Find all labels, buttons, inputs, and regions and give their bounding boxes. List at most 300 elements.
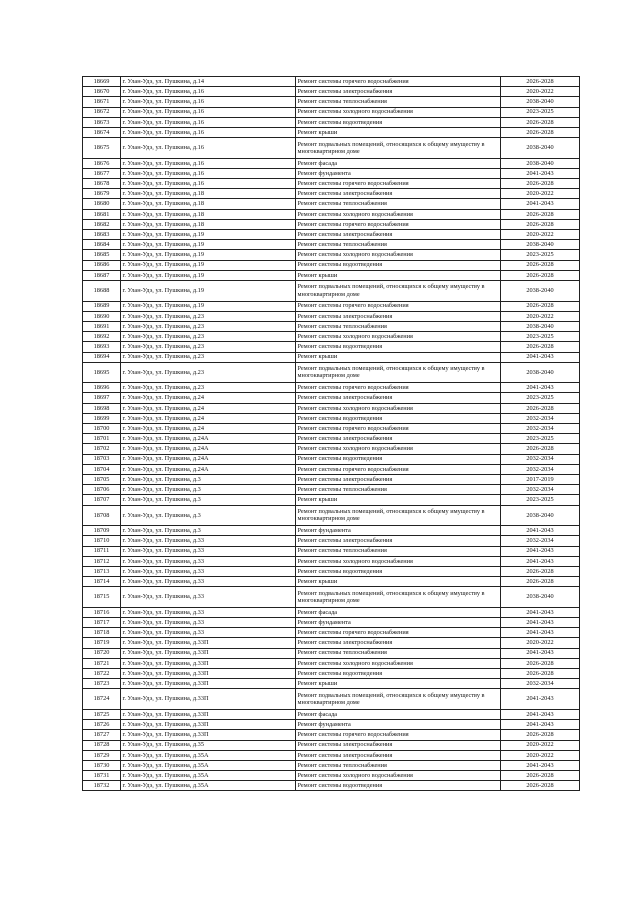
address-cell: г. Улан-Удэ, ул. Пушкина, д.16 <box>121 107 296 117</box>
document-page <box>82 76 569 791</box>
work-type-cell: Ремонт системы горячего водоснабжения <box>296 77 501 87</box>
row-number-cell: 18692 <box>83 332 121 342</box>
work-type-cell: Ремонт фундамента <box>296 720 501 730</box>
table-row <box>83 750 580 760</box>
work-type-cell: Ремонт системы холодного водоснабжения <box>296 107 501 117</box>
address-cell: г. Улан-Удэ, ул. Пушкина, д.33 <box>121 587 296 608</box>
address-cell: г. Улан-Удэ, ул. Пушкина, д.33П <box>121 689 296 710</box>
table-row <box>83 454 580 464</box>
period-cell: 2041-2043 <box>501 648 580 658</box>
period-cell: 2041-2043 <box>501 607 580 617</box>
work-type-cell: Ремонт системы электроснабжения <box>296 393 501 403</box>
row-number-cell: 18697 <box>83 393 121 403</box>
period-cell: 2017-2019 <box>501 474 580 484</box>
work-type-cell: Ремонт системы теплоснабжения <box>296 485 501 495</box>
period-cell: 2041-2043 <box>501 383 580 393</box>
row-number-cell: 18729 <box>83 750 121 760</box>
work-type-cell: Ремонт системы холодного водоснабжения <box>296 658 501 668</box>
row-number-cell: 18717 <box>83 618 121 628</box>
work-type-cell: Ремонт системы электроснабжения <box>296 750 501 760</box>
work-type-cell: Ремонт системы теплоснабжения <box>296 648 501 658</box>
address-cell: г. Улан-Удэ, ул. Пушкина, д.33П <box>121 668 296 678</box>
work-type-cell: Ремонт системы горячего водоснабжения <box>296 464 501 474</box>
work-type-cell: Ремонт системы горячего водоснабжения <box>296 301 501 311</box>
row-number-cell: 18708 <box>83 505 121 526</box>
row-number-cell: 18700 <box>83 424 121 434</box>
work-type-cell: Ремонт системы холодного водоснабжения <box>296 444 501 454</box>
row-number-cell: 18670 <box>83 87 121 97</box>
table-row <box>83 638 580 648</box>
address-cell: г. Улан-Удэ, ул. Пушкина, д.24 <box>121 403 296 413</box>
work-type-cell: Ремонт системы холодного водоснабжения <box>296 250 501 260</box>
table-row <box>83 270 580 280</box>
row-number-cell: 18704 <box>83 464 121 474</box>
address-cell: г. Улан-Удэ, ул. Пушкина, д.16 <box>121 117 296 127</box>
period-cell: 2023-2025 <box>501 250 580 260</box>
work-type-cell: Ремонт фасада <box>296 607 501 617</box>
work-type-cell: Ремонт системы водоотведения <box>296 668 501 678</box>
row-number-cell: 18688 <box>83 280 121 301</box>
table-row <box>83 352 580 362</box>
row-number-cell: 18731 <box>83 771 121 781</box>
period-cell: 2026-2028 <box>501 403 580 413</box>
period-cell: 2041-2043 <box>501 628 580 638</box>
address-cell: г. Улан-Удэ, ул. Пушкина, д.24А <box>121 434 296 444</box>
table-row <box>83 158 580 168</box>
period-cell: 2041-2043 <box>501 720 580 730</box>
table-row <box>83 546 580 556</box>
table-row <box>83 444 580 454</box>
row-number-cell: 18706 <box>83 485 121 495</box>
address-cell: г. Улан-Удэ, ул. Пушкина, д.23 <box>121 362 296 383</box>
address-cell: г. Улан-Удэ, ул. Пушкина, д.23 <box>121 311 296 321</box>
work-type-cell: Ремонт системы холодного водоснабжения <box>296 556 501 566</box>
table-row <box>83 199 580 209</box>
table-row <box>83 77 580 87</box>
period-cell: 2020-2022 <box>501 740 580 750</box>
row-number-cell: 18685 <box>83 250 121 260</box>
address-cell: г. Улан-Удэ, ул. Пушкина, д.35А <box>121 750 296 760</box>
period-cell: 2026-2028 <box>501 730 580 740</box>
row-number-cell: 18707 <box>83 495 121 505</box>
address-cell: г. Улан-Удэ, ул. Пушкина, д.33П <box>121 679 296 689</box>
address-cell: г. Улан-Удэ, ул. Пушкина, д.18 <box>121 189 296 199</box>
work-type-cell: Ремонт фасада <box>296 709 501 719</box>
work-type-cell: Ремонт подвальных помещений, относящихся к общему имуществу в многоквартирном доме <box>296 138 501 159</box>
table-row <box>83 648 580 658</box>
work-type-cell: Ремонт системы водоотведения <box>296 454 501 464</box>
address-cell: г. Улан-Удэ, ул. Пушкина, д.33П <box>121 658 296 668</box>
table-row <box>83 117 580 127</box>
table-row <box>83 658 580 668</box>
period-cell: 2026-2028 <box>501 771 580 781</box>
address-cell: г. Улан-Удэ, ул. Пушкина, д.19 <box>121 230 296 240</box>
row-number-cell: 18682 <box>83 219 121 229</box>
work-type-cell: Ремонт системы теплоснабжения <box>296 199 501 209</box>
row-number-cell: 18683 <box>83 230 121 240</box>
address-cell: г. Улан-Удэ, ул. Пушкина, д.3 <box>121 485 296 495</box>
table-row <box>83 607 580 617</box>
period-cell: 2020-2022 <box>501 750 580 760</box>
table-row <box>83 536 580 546</box>
period-cell: 2032-2034 <box>501 679 580 689</box>
row-number-cell: 18673 <box>83 117 121 127</box>
row-number-cell: 18701 <box>83 434 121 444</box>
work-type-cell: Ремонт крыши <box>296 352 501 362</box>
work-type-cell: Ремонт фундамента <box>296 168 501 178</box>
work-type-cell: Ремонт подвальных помещений, относящихся к общему имуществу в многоквартирном доме <box>296 587 501 608</box>
row-number-cell: 18732 <box>83 781 121 791</box>
period-cell: 2026-2028 <box>501 668 580 678</box>
work-type-cell: Ремонт крыши <box>296 577 501 587</box>
work-type-cell: Ремонт системы водоотведения <box>296 260 501 270</box>
table-row <box>83 485 580 495</box>
address-cell: г. Улан-Удэ, ул. Пушкина, д.16 <box>121 138 296 159</box>
row-number-cell: 18722 <box>83 668 121 678</box>
address-cell: г. Улан-Удэ, ул. Пушкина, д.16 <box>121 168 296 178</box>
period-cell: 2038-2040 <box>501 240 580 250</box>
work-type-cell: Ремонт системы холодного водоснабжения <box>296 403 501 413</box>
row-number-cell: 18689 <box>83 301 121 311</box>
work-type-cell: Ремонт системы теплоснабжения <box>296 97 501 107</box>
address-cell: г. Улан-Удэ, ул. Пушкина, д.19 <box>121 301 296 311</box>
work-type-cell: Ремонт фундамента <box>296 526 501 536</box>
work-type-cell: Ремонт системы электроснабжения <box>296 189 501 199</box>
address-cell: г. Улан-Удэ, ул. Пушкина, д.3 <box>121 526 296 536</box>
period-cell: 2020-2022 <box>501 638 580 648</box>
period-cell: 2026-2028 <box>501 117 580 127</box>
table-row <box>83 127 580 137</box>
period-cell: 2026-2028 <box>501 77 580 87</box>
row-number-cell: 18721 <box>83 658 121 668</box>
address-cell: г. Улан-Удэ, ул. Пушкина, д.33П <box>121 730 296 740</box>
address-cell: г. Улан-Удэ, ул. Пушкина, д.24 <box>121 424 296 434</box>
table-row <box>83 230 580 240</box>
period-cell: 2038-2040 <box>501 280 580 301</box>
period-cell: 2026-2028 <box>501 260 580 270</box>
address-cell: г. Улан-Удэ, ул. Пушкина, д.33П <box>121 720 296 730</box>
address-cell: г. Улан-Удэ, ул. Пушкина, д.33 <box>121 628 296 638</box>
table-row <box>83 107 580 117</box>
address-cell: г. Улан-Удэ, ул. Пушкина, д.24 <box>121 393 296 403</box>
table-row <box>83 720 580 730</box>
table-row <box>83 250 580 260</box>
table-row <box>83 260 580 270</box>
row-number-cell: 18715 <box>83 587 121 608</box>
work-type-cell: Ремонт крыши <box>296 495 501 505</box>
address-cell: г. Улан-Удэ, ул. Пушкина, д.23 <box>121 321 296 331</box>
address-cell: г. Улан-Удэ, ул. Пушкина, д.19 <box>121 270 296 280</box>
period-cell: 2041-2043 <box>501 352 580 362</box>
repair-schedule-table <box>82 76 580 791</box>
period-cell: 2026-2028 <box>501 179 580 189</box>
period-cell: 2020-2022 <box>501 189 580 199</box>
row-number-cell: 18703 <box>83 454 121 464</box>
row-number-cell: 18720 <box>83 648 121 658</box>
period-cell: 2038-2040 <box>501 97 580 107</box>
table-row <box>83 587 580 608</box>
period-cell: 2041-2043 <box>501 760 580 770</box>
address-cell: г. Улан-Удэ, ул. Пушкина, д.16 <box>121 179 296 189</box>
work-type-cell: Ремонт системы теплоснабжения <box>296 321 501 331</box>
period-cell: 2041-2043 <box>501 168 580 178</box>
row-number-cell: 18727 <box>83 730 121 740</box>
row-number-cell: 18678 <box>83 179 121 189</box>
address-cell: г. Улан-Удэ, ул. Пушкина, д.14 <box>121 77 296 87</box>
period-cell: 2026-2028 <box>501 444 580 454</box>
table-row <box>83 301 580 311</box>
row-number-cell: 18699 <box>83 413 121 423</box>
row-number-cell: 18705 <box>83 474 121 484</box>
table-row <box>83 383 580 393</box>
table-row <box>83 679 580 689</box>
work-type-cell: Ремонт системы электроснабжения <box>296 311 501 321</box>
period-cell: 2038-2040 <box>501 138 580 159</box>
work-type-cell: Ремонт крыши <box>296 270 501 280</box>
period-cell: 2041-2043 <box>501 199 580 209</box>
table-row <box>83 311 580 321</box>
row-number-cell: 18718 <box>83 628 121 638</box>
work-type-cell: Ремонт системы водоотведения <box>296 781 501 791</box>
table-row <box>83 168 580 178</box>
period-cell: 2032-2034 <box>501 413 580 423</box>
period-cell: 2041-2043 <box>501 556 580 566</box>
table-row <box>83 464 580 474</box>
address-cell: г. Улан-Удэ, ул. Пушкина, д.16 <box>121 158 296 168</box>
row-number-cell: 18671 <box>83 97 121 107</box>
address-cell: г. Улан-Удэ, ул. Пушкина, д.3 <box>121 474 296 484</box>
work-type-cell: Ремонт системы горячего водоснабжения <box>296 219 501 229</box>
table-row <box>83 189 580 199</box>
table-row <box>83 566 580 576</box>
work-type-cell: Ремонт системы холодного водоснабжения <box>296 771 501 781</box>
period-cell: 2020-2022 <box>501 87 580 97</box>
address-cell: г. Улан-Удэ, ул. Пушкина, д.33 <box>121 577 296 587</box>
work-type-cell: Ремонт фундамента <box>296 618 501 628</box>
table-row <box>83 760 580 770</box>
table-row <box>83 771 580 781</box>
work-type-cell: Ремонт крыши <box>296 679 501 689</box>
period-cell: 2038-2040 <box>501 321 580 331</box>
address-cell: г. Улан-Удэ, ул. Пушкина, д.16 <box>121 87 296 97</box>
work-type-cell: Ремонт системы горячего водоснабжения <box>296 383 501 393</box>
address-cell: г. Улан-Удэ, ул. Пушкина, д.33П <box>121 648 296 658</box>
table-row <box>83 219 580 229</box>
row-number-cell: 18690 <box>83 311 121 321</box>
period-cell: 2026-2028 <box>501 342 580 352</box>
period-cell: 2023-2025 <box>501 434 580 444</box>
period-cell: 2032-2034 <box>501 536 580 546</box>
row-number-cell: 18681 <box>83 209 121 219</box>
period-cell: 2026-2028 <box>501 301 580 311</box>
period-cell: 2038-2040 <box>501 362 580 383</box>
period-cell: 2038-2040 <box>501 505 580 526</box>
address-cell: г. Улан-Удэ, ул. Пушкина, д.19 <box>121 240 296 250</box>
period-cell: 2041-2043 <box>501 689 580 710</box>
address-cell: г. Улан-Удэ, ул. Пушкина, д.18 <box>121 199 296 209</box>
row-number-cell: 18679 <box>83 189 121 199</box>
address-cell: г. Улан-Удэ, ул. Пушкина, д.23 <box>121 352 296 362</box>
table-row <box>83 434 580 444</box>
row-number-cell: 18730 <box>83 760 121 770</box>
row-number-cell: 18693 <box>83 342 121 352</box>
row-number-cell: 18694 <box>83 352 121 362</box>
row-number-cell: 18687 <box>83 270 121 280</box>
period-cell: 2023-2025 <box>501 393 580 403</box>
work-type-cell: Ремонт подвальных помещений, относящихся к общему имуществу в многоквартирном доме <box>296 362 501 383</box>
table-row <box>83 781 580 791</box>
row-number-cell: 18676 <box>83 158 121 168</box>
row-number-cell: 18686 <box>83 260 121 270</box>
address-cell: г. Улан-Удэ, ул. Пушкина, д.19 <box>121 250 296 260</box>
row-number-cell: 18716 <box>83 607 121 617</box>
period-cell: 2026-2028 <box>501 219 580 229</box>
period-cell: 2023-2025 <box>501 107 580 117</box>
table-row <box>83 179 580 189</box>
address-cell: г. Улан-Удэ, ул. Пушкина, д.35 <box>121 740 296 750</box>
row-number-cell: 18695 <box>83 362 121 383</box>
row-number-cell: 18696 <box>83 383 121 393</box>
row-number-cell: 18724 <box>83 689 121 710</box>
row-number-cell: 18713 <box>83 566 121 576</box>
work-type-cell: Ремонт системы теплоснабжения <box>296 546 501 556</box>
address-cell: г. Улан-Удэ, ул. Пушкина, д.33 <box>121 546 296 556</box>
work-type-cell: Ремонт системы электроснабжения <box>296 536 501 546</box>
row-number-cell: 18698 <box>83 403 121 413</box>
period-cell: 2026-2028 <box>501 566 580 576</box>
row-number-cell: 18723 <box>83 679 121 689</box>
row-number-cell: 18669 <box>83 77 121 87</box>
address-cell: г. Улан-Удэ, ул. Пушкина, д.33 <box>121 618 296 628</box>
address-cell: г. Улан-Удэ, ул. Пушкина, д.33П <box>121 638 296 648</box>
row-number-cell: 18709 <box>83 526 121 536</box>
row-number-cell: 18710 <box>83 536 121 546</box>
repair-schedule-body <box>83 77 580 791</box>
table-row <box>83 209 580 219</box>
period-cell: 2041-2043 <box>501 546 580 556</box>
address-cell: г. Улан-Удэ, ул. Пушкина, д.18 <box>121 209 296 219</box>
row-number-cell: 18711 <box>83 546 121 556</box>
row-number-cell: 18712 <box>83 556 121 566</box>
address-cell: г. Улан-Удэ, ул. Пушкина, д.24А <box>121 444 296 454</box>
table-row <box>83 618 580 628</box>
address-cell: г. Улан-Удэ, ул. Пушкина, д.23 <box>121 342 296 352</box>
work-type-cell: Ремонт системы электроснабжения <box>296 740 501 750</box>
table-row <box>83 403 580 413</box>
table-row <box>83 332 580 342</box>
table-row <box>83 505 580 526</box>
period-cell: 2041-2043 <box>501 526 580 536</box>
table-row <box>83 556 580 566</box>
table-row <box>83 321 580 331</box>
address-cell: г. Улан-Удэ, ул. Пушкина, д.24А <box>121 464 296 474</box>
row-number-cell: 18680 <box>83 199 121 209</box>
table-row <box>83 342 580 352</box>
table-row <box>83 668 580 678</box>
table-row <box>83 730 580 740</box>
address-cell: г. Улан-Удэ, ул. Пушкина, д.24 <box>121 413 296 423</box>
period-cell: 2026-2028 <box>501 209 580 219</box>
table-row <box>83 474 580 484</box>
address-cell: г. Улан-Удэ, ул. Пушкина, д.3 <box>121 505 296 526</box>
table-row <box>83 362 580 383</box>
period-cell: 2041-2043 <box>501 618 580 628</box>
row-number-cell: 18702 <box>83 444 121 454</box>
row-number-cell: 18684 <box>83 240 121 250</box>
work-type-cell: Ремонт системы электроснабжения <box>296 638 501 648</box>
address-cell: г. Улан-Удэ, ул. Пушкина, д.18 <box>121 219 296 229</box>
row-number-cell: 18719 <box>83 638 121 648</box>
address-cell: г. Улан-Удэ, ул. Пушкина, д.35А <box>121 781 296 791</box>
work-type-cell: Ремонт системы горячего водоснабжения <box>296 628 501 638</box>
work-type-cell: Ремонт системы горячего водоснабжения <box>296 730 501 740</box>
work-type-cell: Ремонт системы горячего водоснабжения <box>296 424 501 434</box>
work-type-cell: Ремонт системы водоотведения <box>296 413 501 423</box>
table-row <box>83 413 580 423</box>
period-cell: 2026-2028 <box>501 781 580 791</box>
address-cell: г. Улан-Удэ, ул. Пушкина, д.23 <box>121 332 296 342</box>
table-row <box>83 87 580 97</box>
period-cell: 2032-2034 <box>501 464 580 474</box>
period-cell: 2026-2028 <box>501 577 580 587</box>
address-cell: г. Улан-Удэ, ул. Пушкина, д.33 <box>121 556 296 566</box>
period-cell: 2032-2034 <box>501 485 580 495</box>
period-cell: 2026-2028 <box>501 270 580 280</box>
address-cell: г. Улан-Удэ, ул. Пушкина, д.19 <box>121 260 296 270</box>
work-type-cell: Ремонт системы электроснабжения <box>296 230 501 240</box>
work-type-cell: Ремонт системы горячего водоснабжения <box>296 179 501 189</box>
address-cell: г. Улан-Удэ, ул. Пушкина, д.3 <box>121 495 296 505</box>
work-type-cell: Ремонт системы холодного водоснабжения <box>296 332 501 342</box>
period-cell: 2023-2025 <box>501 332 580 342</box>
address-cell: г. Улан-Удэ, ул. Пушкина, д.33 <box>121 536 296 546</box>
address-cell: г. Улан-Удэ, ул. Пушкина, д.33 <box>121 566 296 576</box>
work-type-cell: Ремонт системы электроснабжения <box>296 434 501 444</box>
period-cell: 2020-2022 <box>501 230 580 240</box>
work-type-cell: Ремонт системы водоотведения <box>296 117 501 127</box>
table-row <box>83 97 580 107</box>
address-cell: г. Улан-Удэ, ул. Пушкина, д.33 <box>121 607 296 617</box>
table-row <box>83 709 580 719</box>
table-row <box>83 577 580 587</box>
work-type-cell: Ремонт фасада <box>296 158 501 168</box>
table-row <box>83 424 580 434</box>
period-cell: 2038-2040 <box>501 158 580 168</box>
row-number-cell: 18691 <box>83 321 121 331</box>
period-cell: 2020-2022 <box>501 311 580 321</box>
work-type-cell: Ремонт системы водоотведения <box>296 566 501 576</box>
table-row <box>83 740 580 750</box>
table-row <box>83 526 580 536</box>
row-number-cell: 18674 <box>83 127 121 137</box>
work-type-cell: Ремонт системы электроснабжения <box>296 87 501 97</box>
period-cell: 2032-2034 <box>501 424 580 434</box>
work-type-cell: Ремонт подвальных помещений, относящихся к общему имуществу в многоквартирном доме <box>296 505 501 526</box>
row-number-cell: 18725 <box>83 709 121 719</box>
address-cell: г. Улан-Удэ, ул. Пушкина, д.23 <box>121 383 296 393</box>
address-cell: г. Улан-Удэ, ул. Пушкина, д.24А <box>121 454 296 464</box>
row-number-cell: 18677 <box>83 168 121 178</box>
period-cell: 2038-2040 <box>501 587 580 608</box>
address-cell: г. Улан-Удэ, ул. Пушкина, д.33П <box>121 709 296 719</box>
period-cell: 2026-2028 <box>501 127 580 137</box>
table-row <box>83 495 580 505</box>
work-type-cell: Ремонт системы водоотведения <box>296 342 501 352</box>
work-type-cell: Ремонт подвальных помещений, относящихся к общему имуществу в многоквартирном доме <box>296 689 501 710</box>
row-number-cell: 18714 <box>83 577 121 587</box>
address-cell: г. Улан-Удэ, ул. Пушкина, д.16 <box>121 127 296 137</box>
address-cell: г. Улан-Удэ, ул. Пушкина, д.35А <box>121 760 296 770</box>
